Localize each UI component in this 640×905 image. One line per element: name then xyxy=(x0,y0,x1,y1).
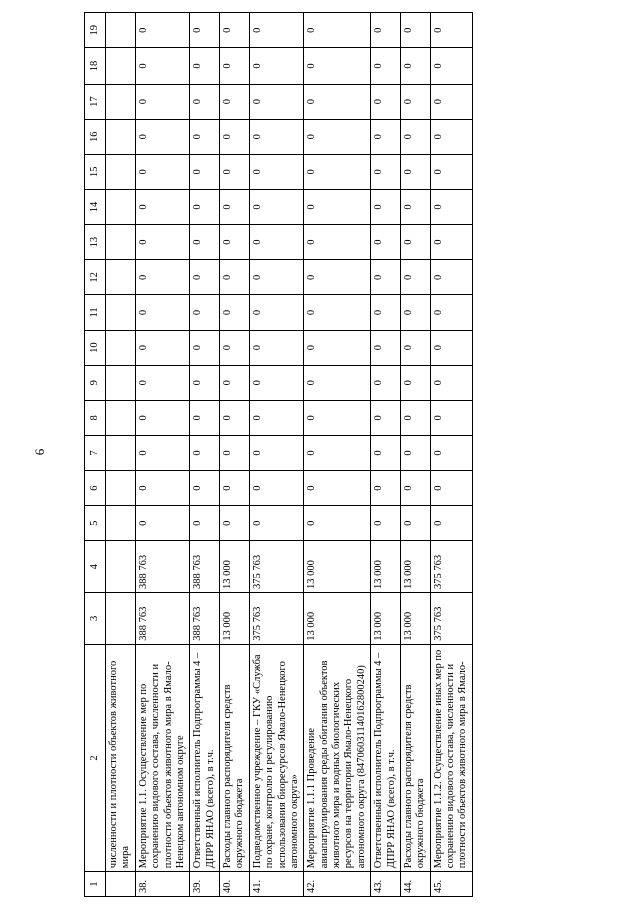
value-cell: 0 xyxy=(430,154,472,189)
value-cell: 13 000 xyxy=(304,593,371,645)
value-cell: 0 xyxy=(304,506,371,541)
continuation-value-cell xyxy=(106,189,136,224)
continuation-value-cell xyxy=(106,154,136,189)
value-cell: 0 xyxy=(304,48,371,84)
value-cell: 0 xyxy=(371,400,401,435)
value-cell: 0 xyxy=(249,330,304,365)
value-cell: 0 xyxy=(190,400,220,435)
budget-table xyxy=(84,12,473,897)
value-cell: 0 xyxy=(400,435,430,470)
value-cell: 0 xyxy=(135,330,190,365)
value-cell: 0 xyxy=(304,189,371,224)
table-rotation-wrapper xyxy=(84,12,614,897)
value-cell: 0 xyxy=(371,295,401,330)
value-cell: 0 xyxy=(430,330,472,365)
value-cell: 0 xyxy=(371,225,401,260)
column-number-row xyxy=(85,13,106,897)
value-cell: 0 xyxy=(220,84,250,119)
table-body xyxy=(106,13,473,897)
column-number-header: 3 xyxy=(85,593,106,645)
continuation-row xyxy=(106,13,136,897)
value-cell: 0 xyxy=(430,13,472,48)
value-cell: 0 xyxy=(400,260,430,295)
value-cell: 0 xyxy=(135,154,190,189)
value-cell: 0 xyxy=(430,435,472,470)
value-cell: 0 xyxy=(371,189,401,224)
value-cell: 0 xyxy=(135,189,190,224)
value-cell: 0 xyxy=(400,119,430,154)
value-cell: 0 xyxy=(304,13,371,48)
row-number: 40. xyxy=(220,872,250,897)
column-number-header: 5 xyxy=(85,506,106,541)
continuation-number-cell xyxy=(106,872,136,897)
value-cell: 0 xyxy=(249,471,304,506)
value-cell: 0 xyxy=(135,471,190,506)
value-cell: 0 xyxy=(190,119,220,154)
value-cell: 0 xyxy=(249,400,304,435)
value-cell: 0 xyxy=(430,471,472,506)
column-number-header: 8 xyxy=(85,400,106,435)
value-cell: 0 xyxy=(190,84,220,119)
value-cell: 0 xyxy=(304,330,371,365)
column-number-header: 4 xyxy=(85,541,106,593)
continuation-value-cell xyxy=(106,84,136,119)
table-row xyxy=(135,13,190,897)
column-number-header: 6 xyxy=(85,471,106,506)
value-cell: 0 xyxy=(400,365,430,400)
continuation-value-cell xyxy=(106,541,136,593)
column-number-header: 14 xyxy=(85,189,106,224)
value-cell: 0 xyxy=(190,295,220,330)
value-cell: 0 xyxy=(190,365,220,400)
row-description: Ответственный исполнитель Подпрограммы 4 – ДПРР ЯНАО (всего), в т.ч. xyxy=(371,644,401,871)
continuation-value-cell xyxy=(106,260,136,295)
value-cell: 0 xyxy=(220,365,250,400)
value-cell: 0 xyxy=(400,295,430,330)
value-cell: 0 xyxy=(430,400,472,435)
column-number-header: 18 xyxy=(85,48,106,84)
value-cell: 388 763 xyxy=(135,541,190,593)
row-number: 41. xyxy=(249,872,304,897)
value-cell: 0 xyxy=(304,225,371,260)
value-cell: 0 xyxy=(400,48,430,84)
value-cell: 0 xyxy=(371,471,401,506)
value-cell: 0 xyxy=(430,119,472,154)
row-description: Мероприятие 1.1. Осуществление мер по сохранению видового состава, численности и плотности объектов животного мира в Ямало-Ненецком автономном округе xyxy=(135,644,190,871)
value-cell: 388 763 xyxy=(135,593,190,645)
value-cell: 0 xyxy=(400,506,430,541)
value-cell: 0 xyxy=(220,330,250,365)
value-cell: 0 xyxy=(190,506,220,541)
value-cell: 0 xyxy=(220,154,250,189)
table-row xyxy=(249,13,304,897)
continuation-value-cell xyxy=(106,471,136,506)
continuation-value-cell xyxy=(106,435,136,470)
value-cell: 0 xyxy=(371,365,401,400)
value-cell: 0 xyxy=(220,260,250,295)
value-cell: 375 763 xyxy=(430,541,472,593)
column-number-header: 9 xyxy=(85,365,106,400)
column-number-header: 19 xyxy=(85,13,106,48)
value-cell: 13 000 xyxy=(400,541,430,593)
value-cell: 13 000 xyxy=(371,541,401,593)
continuation-value-cell xyxy=(106,400,136,435)
row-description: Мероприятие 1.1.2. Осуществление иных мер по сохранению видового состава, численности и плотности объектов животного мира в Ямало- xyxy=(430,644,472,871)
value-cell: 0 xyxy=(371,13,401,48)
value-cell: 0 xyxy=(190,154,220,189)
value-cell: 0 xyxy=(430,260,472,295)
value-cell: 0 xyxy=(249,154,304,189)
value-cell: 0 xyxy=(304,435,371,470)
value-cell: 0 xyxy=(135,260,190,295)
column-number-header: 13 xyxy=(85,225,106,260)
column-number-header: 12 xyxy=(85,260,106,295)
value-cell: 0 xyxy=(190,13,220,48)
value-cell: 0 xyxy=(304,119,371,154)
value-cell: 0 xyxy=(371,48,401,84)
continuation-text: численности и плотности объектов животного мира xyxy=(106,644,136,871)
value-cell: 0 xyxy=(135,400,190,435)
value-cell: 13 000 xyxy=(220,541,250,593)
value-cell: 0 xyxy=(304,154,371,189)
value-cell: 0 xyxy=(249,295,304,330)
continuation-value-cell xyxy=(106,119,136,154)
value-cell: 388 763 xyxy=(190,541,220,593)
value-cell: 0 xyxy=(220,471,250,506)
value-cell: 0 xyxy=(430,48,472,84)
value-cell: 0 xyxy=(220,119,250,154)
continuation-value-cell xyxy=(106,48,136,84)
value-cell: 0 xyxy=(400,471,430,506)
continuation-value-cell xyxy=(106,225,136,260)
value-cell: 0 xyxy=(190,189,220,224)
row-number: 39. xyxy=(190,872,220,897)
value-cell: 0 xyxy=(304,295,371,330)
row-description: Мероприятие 1.1.1 Проведение авиапатрулирования среды обитания объектов животного мира и водных биологических ресурсов на территории Ямало-Ненецкого автономного округа (84706031140162800240) xyxy=(304,644,371,871)
continuation-value-cell xyxy=(106,295,136,330)
table-row xyxy=(371,13,401,897)
row-number: 45. xyxy=(430,872,472,897)
value-cell: 0 xyxy=(220,295,250,330)
value-cell: 0 xyxy=(304,400,371,435)
table-row xyxy=(400,13,430,897)
table-row xyxy=(190,13,220,897)
value-cell: 0 xyxy=(220,13,250,48)
value-cell: 13 000 xyxy=(220,593,250,645)
value-cell: 13 000 xyxy=(304,541,371,593)
value-cell: 0 xyxy=(400,330,430,365)
value-cell: 0 xyxy=(135,435,190,470)
value-cell: 0 xyxy=(135,48,190,84)
value-cell: 0 xyxy=(249,48,304,84)
value-cell: 0 xyxy=(220,189,250,224)
table-row xyxy=(430,13,472,897)
value-cell: 375 763 xyxy=(249,541,304,593)
value-cell: 0 xyxy=(304,260,371,295)
value-cell: 0 xyxy=(190,330,220,365)
value-cell: 0 xyxy=(135,13,190,48)
row-number: 38. xyxy=(135,872,190,897)
value-cell: 0 xyxy=(371,435,401,470)
column-number-header: 2 xyxy=(85,644,106,871)
value-cell: 0 xyxy=(400,13,430,48)
value-cell: 375 763 xyxy=(430,593,472,645)
value-cell: 0 xyxy=(249,189,304,224)
column-number-header: 10 xyxy=(85,330,106,365)
value-cell: 375 763 xyxy=(249,593,304,645)
column-number-header: 16 xyxy=(85,119,106,154)
value-cell: 0 xyxy=(371,330,401,365)
value-cell: 0 xyxy=(190,435,220,470)
value-cell: 0 xyxy=(135,295,190,330)
value-cell: 0 xyxy=(135,225,190,260)
value-cell: 0 xyxy=(371,506,401,541)
value-cell: 0 xyxy=(304,471,371,506)
value-cell: 0 xyxy=(190,471,220,506)
value-cell: 0 xyxy=(249,84,304,119)
value-cell: 0 xyxy=(400,189,430,224)
value-cell: 0 xyxy=(400,225,430,260)
value-cell: 0 xyxy=(220,48,250,84)
column-number-header: 15 xyxy=(85,154,106,189)
page-number: 6 xyxy=(32,448,47,456)
row-description: Расходы главного распорядителя средств окружного бюджета xyxy=(400,644,430,871)
value-cell: 0 xyxy=(430,365,472,400)
value-cell: 0 xyxy=(190,260,220,295)
row-number: 42. xyxy=(304,872,371,897)
value-cell: 0 xyxy=(220,435,250,470)
value-cell: 0 xyxy=(400,400,430,435)
table-row xyxy=(220,13,250,897)
column-number-header: 17 xyxy=(85,84,106,119)
continuation-value-cell xyxy=(106,13,136,48)
row-description: Подведомственное учреждение – ГКУ «Служба по охране, контролю и регулированию использования биоресурсов Ямало-Ненецкого автономного округа» xyxy=(249,644,304,871)
value-cell: 0 xyxy=(371,154,401,189)
row-number: 43. xyxy=(371,872,401,897)
continuation-value-cell xyxy=(106,365,136,400)
value-cell: 13 000 xyxy=(400,593,430,645)
row-description: Расходы главного распорядителя средств окружного бюджета xyxy=(220,644,250,871)
value-cell: 0 xyxy=(249,506,304,541)
value-cell: 0 xyxy=(304,365,371,400)
value-cell: 0 xyxy=(249,13,304,48)
value-cell: 0 xyxy=(220,225,250,260)
value-cell: 0 xyxy=(220,506,250,541)
value-cell: 0 xyxy=(135,506,190,541)
column-number-header: 1 xyxy=(85,872,106,897)
value-cell: 0 xyxy=(430,295,472,330)
value-cell: 0 xyxy=(371,84,401,119)
continuation-value-cell xyxy=(106,506,136,541)
value-cell: 0 xyxy=(400,84,430,119)
row-number: 44. xyxy=(400,872,430,897)
value-cell: 0 xyxy=(371,260,401,295)
rotated-table-area xyxy=(84,12,614,897)
value-cell: 0 xyxy=(400,154,430,189)
value-cell: 0 xyxy=(190,48,220,84)
value-cell: 0 xyxy=(249,365,304,400)
row-description: Ответственный исполнитель Подпрограммы 4 – ДПРР ЯНАО (всего), в т.ч. xyxy=(190,644,220,871)
value-cell: 388 763 xyxy=(190,593,220,645)
value-cell: 0 xyxy=(135,119,190,154)
continuation-value-cell xyxy=(106,593,136,645)
value-cell: 0 xyxy=(304,84,371,119)
table-row xyxy=(304,13,371,897)
value-cell: 0 xyxy=(430,225,472,260)
value-cell: 0 xyxy=(430,506,472,541)
value-cell: 13 000 xyxy=(371,593,401,645)
value-cell: 0 xyxy=(249,260,304,295)
continuation-value-cell xyxy=(106,330,136,365)
value-cell: 0 xyxy=(190,225,220,260)
value-cell: 0 xyxy=(249,119,304,154)
value-cell: 0 xyxy=(371,119,401,154)
value-cell: 0 xyxy=(249,225,304,260)
column-number-header: 11 xyxy=(85,295,106,330)
value-cell: 0 xyxy=(430,189,472,224)
value-cell: 0 xyxy=(249,435,304,470)
value-cell: 0 xyxy=(220,400,250,435)
value-cell: 0 xyxy=(135,365,190,400)
value-cell: 0 xyxy=(135,84,190,119)
value-cell: 0 xyxy=(430,84,472,119)
column-number-header: 7 xyxy=(85,435,106,470)
